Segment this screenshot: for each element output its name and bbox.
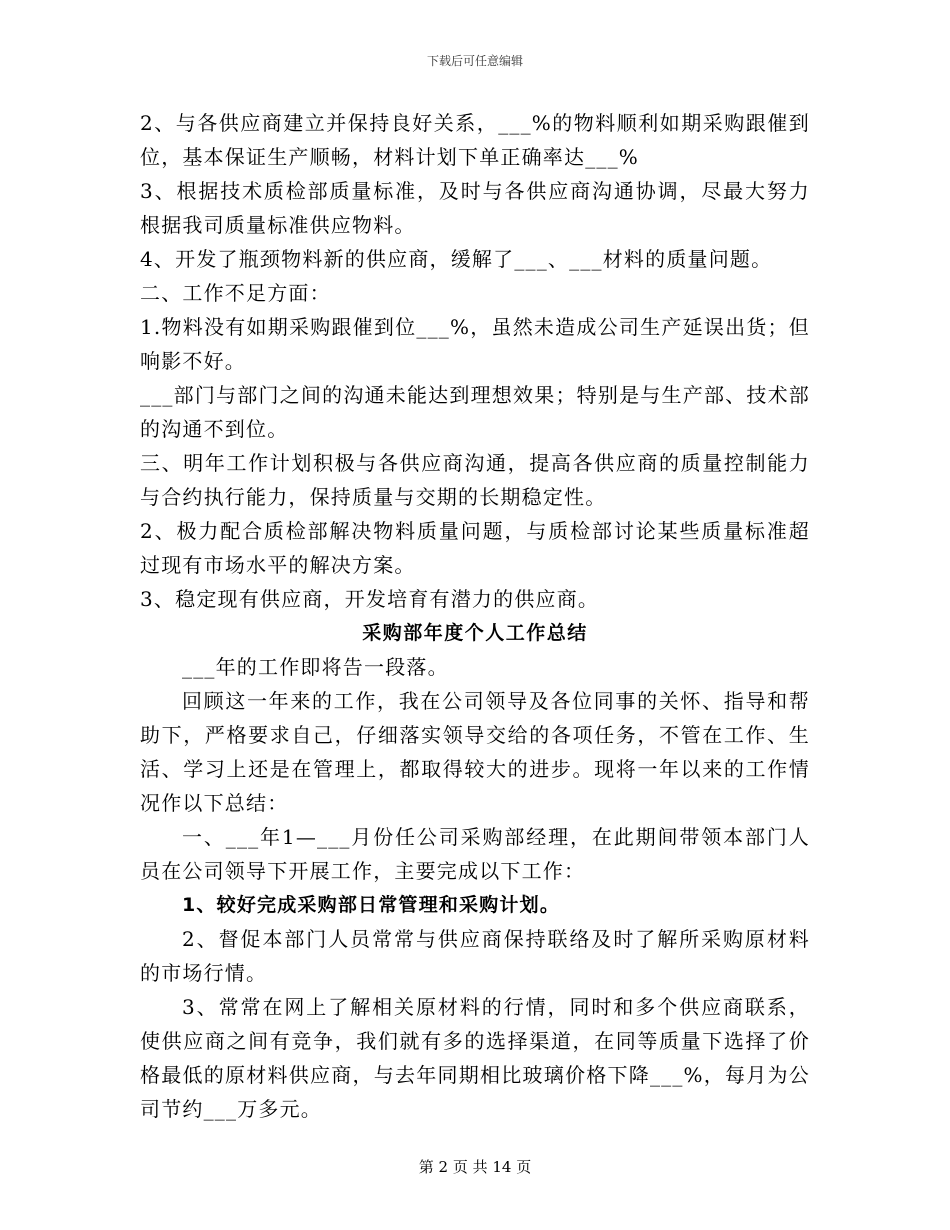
- page-number-footer: 第 2 页 共 14 页: [418, 1158, 532, 1176]
- page-header-note: 下载后可任意编辑: [426, 54, 523, 68]
- paragraph-item-1-bold: 1、较好完成采购部日常管理和采购计划。: [182, 894, 561, 916]
- paragraph-shortcoming-2: ___部门与部门之间的沟通未能达到理想效果；特别是与生产部、技术部的沟通不到位。: [140, 383, 810, 441]
- paragraph-section-one: 一、___年1—___月份任公司采购部经理，在此期间带领本部门人员在公司领导下开展工作，主要完成以下工作：: [140, 825, 810, 883]
- paragraph-intro: ___年的工作即将告一段落。: [182, 655, 449, 679]
- section-heading-shortcomings: 二、工作不足方面：: [140, 281, 331, 305]
- paragraph-plan-2: 2、极力配合质检部解决物料质量问题，与质检部讨论某些质量标准超过现有市场水平的解决方案。: [140, 519, 810, 577]
- paragraph-supplier-relations: 2、与各供应商建立并保持良好关系，___%的物料顺利如期采购跟催到位，基本保证生产顺畅，材料计划下单正确率达___%: [140, 111, 810, 169]
- paragraph-shortcoming-1: 1.物料没有如期采购跟催到位___%，虽然未造成公司生产延误出货；但响影不好。: [140, 315, 810, 373]
- paragraph-review: 回顾这一年来的工作，我在公司领导及各位同事的关怀、指导和帮助下，严格要求自己，仔细落实领导交给的各项任务，不管在工作、生活、学习上还是在管理上，都取得较大的进步。现将一年以来的工作情况作以下总结：: [140, 689, 810, 815]
- paragraph-plan-3: 3、稳定现有供应商，开发培育有潜力的供应商。: [140, 587, 600, 611]
- paragraph-next-year-plan: 三、明年工作计划积极与各供应商沟通，提高各供应商的质量控制能力与合约执行能力，保持质量与交期的长期稳定性。: [140, 451, 810, 509]
- document-title: 采购部年度个人工作总结: [362, 622, 588, 644]
- paragraph-new-suppliers: 4、开发了瓶颈物料新的供应商，缓解了___、___材料的质量问题。: [140, 247, 773, 271]
- paragraph-quality-standards: 3、根据技术质检部质量标准，及时与各供应商沟通协调，尽最大努力根据我司质量标准供应物料。: [140, 179, 810, 237]
- document-body: [140, 106, 810, 1126]
- paragraph-item-3: 3、常常在网上了解相关原材料的行情，同时和多个供应商联系，使供应商之间有竞争，我们就有多的选择渠道，在同等质量下选择了价格最低的原材料供应商，与去年同期相比玻璃价格下降___%，每月为公司节约___万多元。: [140, 995, 810, 1121]
- paragraph-item-2: 2、督促本部门人员常常与供应商保持联络及时了解所采购原材料的市场行情。: [140, 927, 810, 985]
